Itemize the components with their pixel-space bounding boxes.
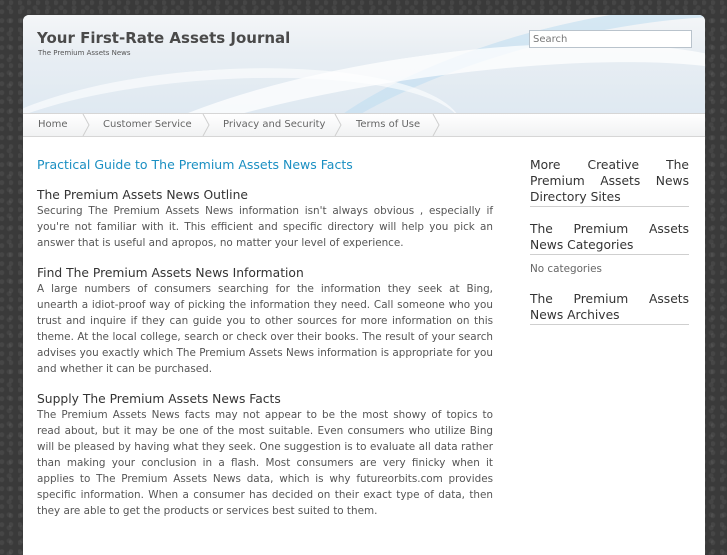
post-section	[37, 265, 493, 377]
post-title-link[interactable]: Practical Guide to The Premium Assets News Facts	[37, 157, 353, 172]
site-title[interactable]: Your First-Rate Assets Journal	[37, 29, 291, 47]
section-body: The Premium Assets News facts may not appear to be the most showy of topics to read about, but it may be one of the most suitable. Even consumers who utilize Bing will be pleased by having what they seek. One suggestion is to evaluate all data rather than making your conclusion in a flash. Most consumers are very finicky when it applies to The Premium Assets News data, which is why futureorbits.com provides specific information. When a consumer has decided on their exact type of data, then they are able to get the products or services best suited to them.	[37, 409, 493, 517]
widget-title: The Premium Assets News Categories	[530, 221, 689, 255]
main-nav	[23, 113, 705, 137]
post-section	[37, 187, 493, 251]
nav-item-home[interactable]: Home	[38, 119, 68, 130]
widget-title: The Premium Assets News Archives	[530, 291, 689, 325]
sidebar-widget-directory-sites	[530, 157, 689, 207]
section-body: A large numbers of consumers searching for the information they seek at Bing, unearth a idiot-proof way of picking the information they need. Call someone who you trust and inquire if they can guide you to other sources for more information on this theme. At the local college, search or check over their books. The result of your search advises you exactly which The Premium Assets News information is appropriate for you and whether it can be purchased.	[37, 283, 493, 375]
widget-text: No categories	[530, 263, 602, 275]
nav-separator-icon	[81, 114, 91, 136]
section-heading: Find The Premium Assets News Information	[37, 266, 304, 280]
nav-item-terms-of-use[interactable]: Terms of Use	[356, 119, 421, 130]
post-section	[37, 391, 493, 519]
page-container	[23, 15, 705, 555]
nav-separator-icon	[431, 114, 441, 136]
main-content	[37, 157, 493, 533]
nav-item-privacy-security[interactable]: Privacy and Security	[223, 119, 326, 130]
site-tagline: The Premium Assets News	[38, 49, 131, 57]
sidebar	[530, 157, 689, 339]
section-heading: The Premium Assets News Outline	[37, 188, 248, 202]
section-body: Securing The Premium Assets News information isn't always obvious , especially if you're not familiar with it. This efficient and specific directory will help you pick an answer that is useful and apropos, no matter your level of experience.	[37, 205, 493, 249]
nav-separator-icon	[333, 114, 343, 136]
nav-item-customer-service[interactable]: Customer Service	[103, 119, 192, 130]
sidebar-widget-archives	[530, 291, 689, 325]
widget-title: More Creative The Premium Assets News Directory Sites	[530, 157, 689, 207]
section-heading: Supply The Premium Assets News Facts	[37, 392, 281, 406]
header	[23, 15, 705, 113]
sidebar-widget-categories	[530, 221, 689, 277]
nav-separator-icon	[201, 114, 211, 136]
search-input[interactable]	[529, 30, 692, 48]
